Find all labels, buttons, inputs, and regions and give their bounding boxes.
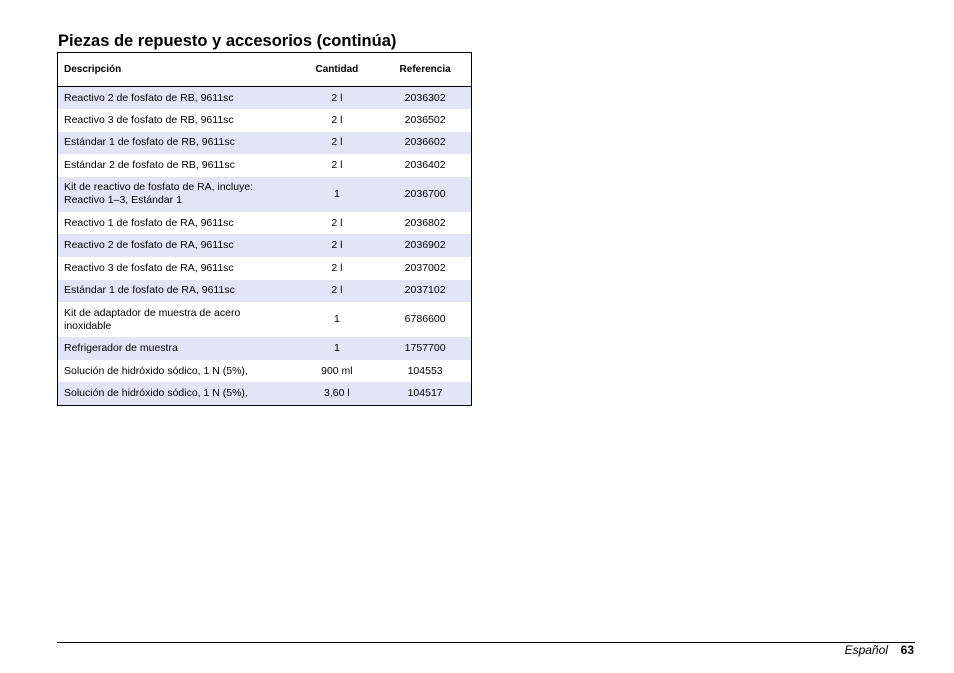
cell-quantity: 2 l xyxy=(331,159,343,172)
header-description: Descripción xyxy=(58,53,295,87)
cell-quantity: 900 ml xyxy=(321,364,353,377)
cell-quantity: 2 l xyxy=(331,113,343,126)
cell-quantity: 2 l xyxy=(331,261,343,274)
cell-reference: 2036502 xyxy=(404,113,446,126)
page-number: 63 xyxy=(900,643,914,657)
cell-description: Kit de adaptador de muestra de acero inoxidable xyxy=(64,306,241,332)
table-row xyxy=(58,302,472,337)
cell-description: Reactivo 1 de fosfato de RA, 9611sc xyxy=(64,216,234,229)
cell-description: Reactivo 3 de fosfato de RA, 9611sc xyxy=(64,261,234,274)
cell-reference: 2037102 xyxy=(404,284,446,297)
cell-quantity: 2 l xyxy=(331,239,343,252)
cell-reference: 2036602 xyxy=(404,136,446,149)
cell-reference: 1757700 xyxy=(404,342,446,355)
cell-description: Reactivo 2 de fosfato de RB, 9611sc xyxy=(64,91,234,104)
cell-quantity: 3,60 l xyxy=(324,386,350,399)
cell-reference: 6786600 xyxy=(404,313,446,326)
table-row xyxy=(58,109,472,132)
cell-reference: 104553 xyxy=(407,364,443,377)
footer-language: Español xyxy=(844,643,888,657)
cell-reference: 2037002 xyxy=(404,261,446,274)
cell-quantity: 2 l xyxy=(331,91,343,104)
cell-description: Estándar 1 de fosfato de RB, 9611sc xyxy=(64,136,235,149)
cell-reference: 2036902 xyxy=(404,239,446,252)
table-row xyxy=(58,257,472,280)
table-row xyxy=(58,337,472,360)
cell-description: Refrigerador de muestra xyxy=(64,342,178,355)
cell-reference: 104517 xyxy=(407,386,443,399)
cell-description: Estándar 1 de fosfato de RA, 9611sc xyxy=(64,284,235,297)
cell-description: Estándar 2 de fosfato de RB, 9611sc xyxy=(64,159,235,172)
cell-reference: 2036700 xyxy=(404,187,446,200)
table-row xyxy=(58,154,472,177)
table-row xyxy=(58,280,472,303)
cell-reference: 2036802 xyxy=(404,216,446,229)
cell-reference: 2036302 xyxy=(404,91,446,104)
cell-quantity: 1 xyxy=(333,342,340,355)
table-row xyxy=(58,234,472,257)
table-row xyxy=(58,212,472,235)
cell-description: Kit de reactivo de fosfato de RA, incluye: Reactivo 1–3, Estándar 1 xyxy=(64,181,254,207)
header-reference: Referencia xyxy=(379,53,471,87)
cell-quantity: 1 xyxy=(333,313,340,326)
cell-description: Reactivo 2 de fosfato de RA, 9611sc xyxy=(64,239,234,252)
cell-reference: 2036402 xyxy=(404,159,446,172)
cell-quantity: 2 l xyxy=(331,136,343,149)
table-row xyxy=(58,177,472,212)
parts-table xyxy=(57,52,472,406)
cell-description: Solución de hidróxido sódico, 1 N (5%), xyxy=(64,364,248,377)
section-title: Piezas de repuesto y accesorios (continúa) xyxy=(58,32,397,50)
table-row xyxy=(58,87,472,110)
cell-description: Solución de hidróxido sódico, 1 N (5%), xyxy=(64,386,248,399)
cell-quantity: 2 l xyxy=(331,284,343,297)
cell-quantity: 1 xyxy=(333,187,340,200)
table-row xyxy=(58,132,472,155)
table-row xyxy=(58,360,472,383)
cell-quantity: 2 l xyxy=(331,216,343,229)
header-quantity: Cantidad xyxy=(295,53,380,87)
table-row xyxy=(58,382,472,405)
table-header-row xyxy=(58,53,472,87)
footer-divider xyxy=(57,642,915,643)
cell-description: Reactivo 3 de fosfato de RB, 9611sc xyxy=(64,113,234,126)
